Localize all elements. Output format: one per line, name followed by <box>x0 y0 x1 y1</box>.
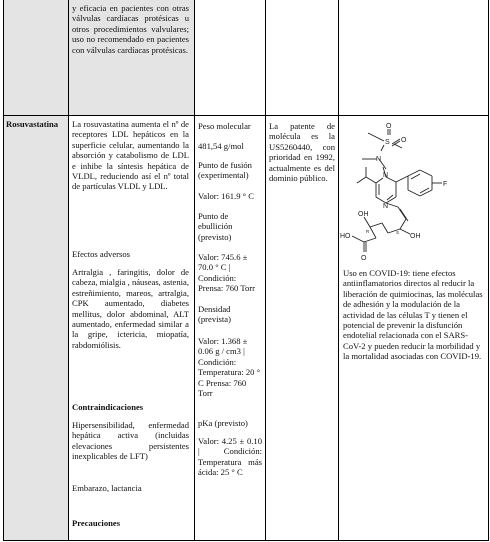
patent-text: La patente de molécula es la US5260440, con prioridad en 1992, actualmente es del dominio público. <box>269 121 335 184</box>
contraindications-pregnancy: Embarazo, lactancia <box>72 483 142 493</box>
density-value: Valor: 1.368 ± 0.06 g / cm3 | Condición: Temperatura: 20 ° C Prensa: 760 Torr <box>198 336 261 399</box>
grid-line <box>3 0 4 541</box>
mw-label: Peso molecular <box>198 121 251 131</box>
grid-line <box>3 115 489 116</box>
mp-value: Valor: 161.9 ° C <box>198 191 254 201</box>
adverse-text: Artralgia , faringitis, dolor de cabeza, mialgia , náuseas, astenia, estreñimiento, mareos, artralgia, CPK aumentado, diabetes mellitus, dolor abdominal, ALT aumentado, enfermedad similar a la gripe, ictericia, miopatía, rabdomiólisis. <box>72 267 189 350</box>
rosuvastatin-structure <box>338 121 484 263</box>
contraindications-title: Contraindicaciones <box>72 402 144 412</box>
pka-value: Valor: 4.25 ± 0.10 | Condición: Temperatura más ácida: 25 ° C <box>198 436 262 478</box>
atom-label: OH <box>358 211 369 218</box>
atom-label: O <box>386 123 392 130</box>
contraindications-text: Hipersensibilidad, enfermedad hepática activa (incluidas elevaciones persistentes inexplicables de LFT) <box>72 420 189 462</box>
grid-line <box>338 0 339 541</box>
stereo-label: R <box>366 229 370 234</box>
structure-atom-labels <box>340 123 447 262</box>
density-label: Densidad (prevista) <box>198 304 231 325</box>
gray-cell-name <box>3 115 68 541</box>
adverse-title: Efectos adversos <box>72 249 130 259</box>
atom-label: N <box>383 203 389 210</box>
bp-value: Valor: 745.6 ± 70.0 ° C | Condición: Prensa: 760 Torr <box>198 252 256 294</box>
drug-name: Rosuvastatina <box>6 119 59 129</box>
top-row-text: y eficacia en pacientes con otras válvulas cardíacas protésicas u otros procedimientos valvulares; uso no recomendado en pacientes con válvulas cardíacas protésicas. <box>72 3 189 55</box>
atom-label: N <box>383 172 389 179</box>
atom-label: OH <box>410 233 421 240</box>
grid-line <box>68 0 69 541</box>
pka-label: pKa (previsto) <box>198 418 248 428</box>
drug-table <box>3 0 489 541</box>
gray-cell-top-name <box>3 0 68 115</box>
atom-label: N <box>376 156 382 163</box>
mp-label: Punto de fusión (experimental) <box>198 160 252 181</box>
bp-label: Punto de ebullición (previsto) <box>198 211 233 242</box>
covid-use-text: Uso en COVID-19: tiene efectos antiinflamatorios directos al reducir la liberación de quimiocinas, las moléculas de adhesión y la modulación de la actividad de las células T y tienen el potencial de prevenir la disfunción endotelial relacionada con el SARS-CoV-2 y pueden reducir la morbilidad y la mortalidad asociadas con COVID-19. <box>343 268 483 362</box>
atom-label: O <box>361 255 367 262</box>
grid-line <box>194 0 195 541</box>
atom-label: F <box>443 181 448 188</box>
grid-line <box>265 0 266 541</box>
grid-line <box>3 540 489 541</box>
atom-label: HO <box>340 233 351 240</box>
precautions-title: Precauciones <box>72 518 121 528</box>
stereo-label: S <box>396 230 400 235</box>
grid-line <box>488 0 489 541</box>
mechanism-text: La rosuvastatina aumenta el nº de receptores LDL hepáticos en la superficie celular, aumentando la absorción y catabolismo de LDL e inhibe la síntesis hepática de VLDL, reduciendo así el nº total de partículas VLDL y LDL. <box>72 119 189 192</box>
atom-label: O <box>401 137 407 144</box>
atom-label: S <box>385 139 390 146</box>
mw-value: 481,54 g/mol <box>198 141 244 151</box>
